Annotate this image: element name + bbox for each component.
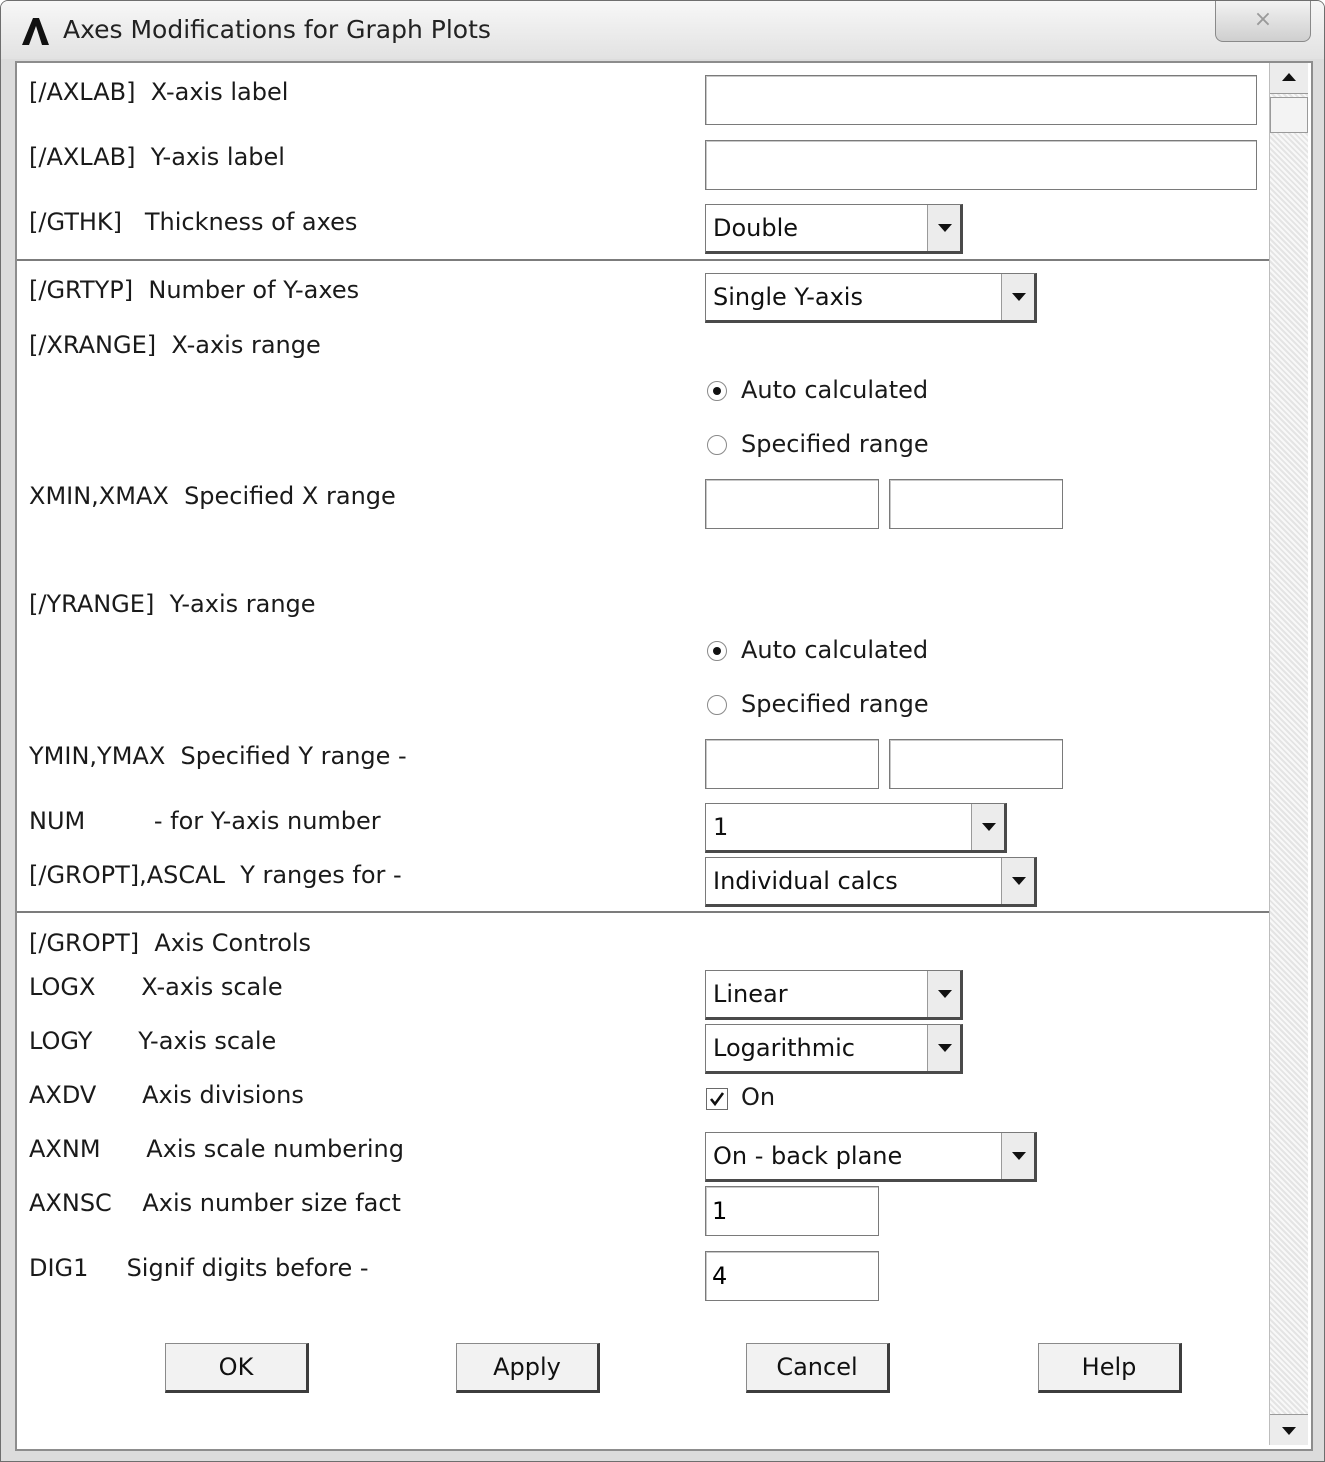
y-axis-label-input[interactable] [705, 140, 1257, 190]
x-axis-scale-value: Linear [713, 980, 788, 1008]
x-range-specified-radio[interactable] [707, 435, 727, 455]
x-axis-label-caption: [/AXLAB] X-axis label [29, 78, 289, 106]
logx-caption: LOGX X-axis scale [29, 973, 283, 1001]
axis-numbering-dropdown[interactable] [705, 1132, 1037, 1182]
x-range-auto-label[interactable]: Auto calculated [741, 376, 929, 404]
y-ranges-for-dropdown[interactable] [705, 857, 1037, 907]
close-button[interactable] [1215, 1, 1311, 42]
axes-thickness-dropdown[interactable] [705, 204, 963, 254]
y-axis-label-caption: [/AXLAB] Y-axis label [29, 143, 285, 171]
ok-button[interactable]: OK [165, 1343, 309, 1393]
number-of-y-axes-caption: [/GRTYP] Number of Y-axes [29, 276, 360, 304]
scroll-thumb[interactable] [1270, 97, 1308, 133]
xmin-input[interactable] [705, 479, 879, 529]
cancel-button[interactable]: Cancel [746, 1343, 890, 1393]
x-axis-range-caption: [/XRANGE] X-axis range [29, 331, 321, 359]
axis-number-size-input[interactable] [705, 1186, 879, 1236]
y-axis-number-value: 1 [713, 813, 729, 841]
y-minmax-caption: YMIN,YMAX Specified Y range - [29, 742, 407, 770]
ymax-input[interactable] [889, 739, 1063, 789]
y-axis-range-caption: [/YRANGE] Y-axis range [29, 590, 316, 618]
ymin-input[interactable] [705, 739, 879, 789]
title-bar[interactable] [1, 1, 1324, 59]
section-divider [17, 259, 1269, 261]
axis-divisions-label[interactable]: On [741, 1083, 776, 1111]
x-axis-label-input[interactable] [705, 75, 1257, 125]
axis-controls-header: [/GROPT] Axis Controls [29, 929, 312, 957]
xmax-input[interactable] [889, 479, 1063, 529]
y-axis-scale-value: Logarithmic [713, 1034, 855, 1062]
y-range-specified-label[interactable]: Specified range [741, 690, 929, 718]
chevron-down-icon[interactable] [927, 1025, 960, 1071]
chevron-down-icon[interactable] [927, 205, 960, 251]
number-of-y-axes-dropdown[interactable] [705, 273, 1037, 323]
y-range-auto-label[interactable]: Auto calculated [741, 636, 929, 664]
y-axis-scale-dropdown[interactable] [705, 1024, 963, 1074]
chevron-down-icon[interactable] [1001, 274, 1034, 320]
y-range-specified-radio[interactable] [707, 695, 727, 715]
axdv-caption: AXDV Axis divisions [29, 1081, 304, 1109]
close-icon: × [1253, 7, 1273, 32]
y-axis-number-dropdown[interactable] [705, 803, 1007, 853]
x-axis-scale-dropdown[interactable] [705, 970, 963, 1020]
logy-caption: LOGY Y-axis scale [29, 1027, 277, 1055]
section-divider [17, 911, 1269, 913]
chevron-down-icon[interactable] [1001, 1133, 1034, 1179]
axis-divisions-checkbox[interactable] [706, 1088, 728, 1110]
y-range-auto-radio[interactable] [707, 641, 727, 661]
axnsc-caption: AXNSC Axis number size fact [29, 1189, 401, 1217]
help-button[interactable]: Help [1038, 1343, 1182, 1393]
vertical-scrollbar[interactable] [1269, 63, 1308, 1445]
x-minmax-caption: XMIN,XMAX Specified X range [29, 482, 396, 510]
scroll-up-arrow-icon[interactable] [1270, 63, 1308, 94]
x-range-specified-label[interactable]: Specified range [741, 430, 929, 458]
number-of-y-axes-value: Single Y-axis [713, 283, 863, 311]
signif-digits-input[interactable] [705, 1251, 879, 1301]
scroll-down-arrow-icon[interactable] [1270, 1414, 1308, 1445]
dig1-caption: DIG1 Signif digits before - [29, 1254, 369, 1282]
axnm-caption: AXNM Axis scale numbering [29, 1135, 404, 1163]
chevron-down-icon[interactable] [1001, 858, 1034, 904]
window-title: Axes Modifications for Graph Plots [63, 15, 491, 44]
y-ranges-for-value: Individual calcs [713, 867, 898, 895]
chevron-down-icon[interactable] [971, 804, 1004, 850]
axes-thickness-caption: [/GTHK] Thickness of axes [29, 208, 358, 236]
checkmark-icon [708, 1090, 726, 1108]
y-axis-number-caption: NUM - for Y-axis number [29, 807, 381, 835]
y-ranges-for-caption: [/GROPT],ASCAL Y ranges for - [29, 861, 402, 889]
dialog-content [15, 61, 1313, 1451]
chevron-down-icon[interactable] [927, 971, 960, 1017]
axes-thickness-value: Double [713, 214, 799, 242]
ansys-logo-icon [19, 15, 51, 47]
axis-numbering-value: On - back plane [713, 1142, 903, 1170]
x-range-auto-radio[interactable] [707, 381, 727, 401]
apply-button[interactable]: Apply [456, 1343, 600, 1393]
